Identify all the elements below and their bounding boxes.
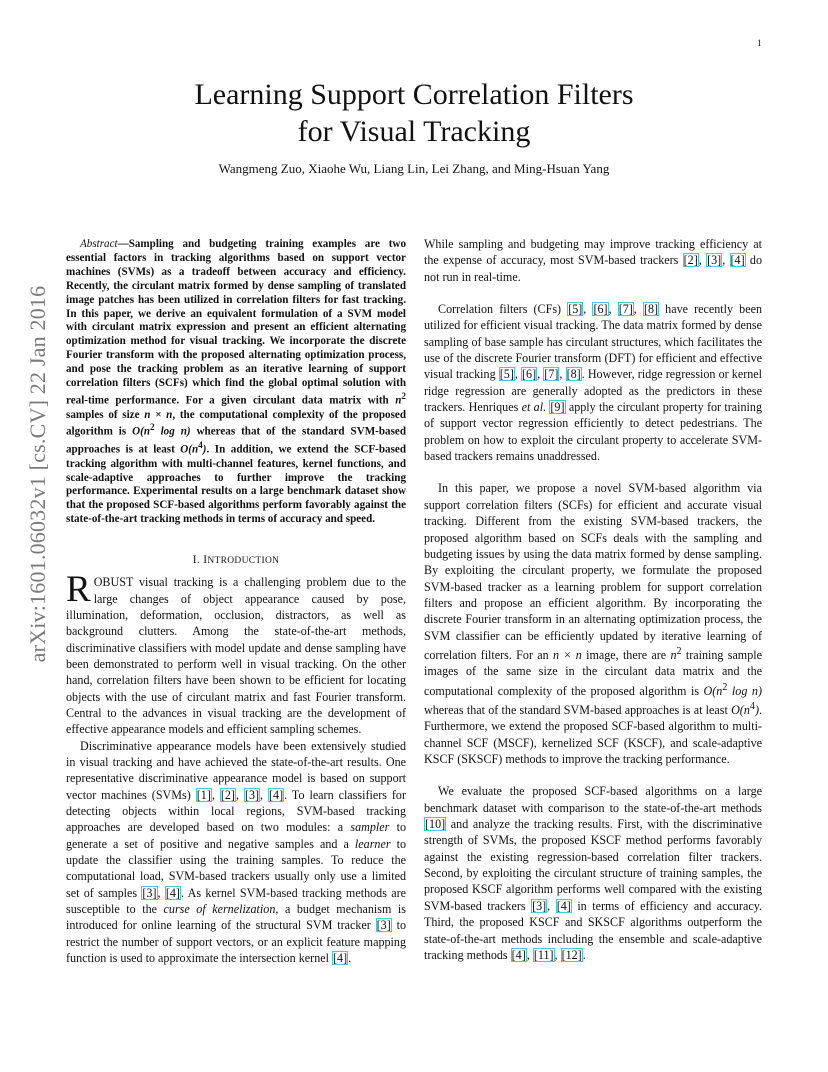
paragraph-text: to generate a set of positive and negative samples and a xyxy=(66,820,406,851)
citation-link[interactable]: [3] xyxy=(532,898,547,913)
citation-link[interactable]: [6] xyxy=(593,302,608,317)
paragraph-text: and analyze the tracking results. First, with the discriminative strength of SVMs, the proposed KSCF method performs favorably against the existing regression-based correlation filter trackers. Second, by exploiting the circulant structure of training samples, the proposed KSCF algorithm performs well compared with the existing SVM-based trackers xyxy=(424,817,762,913)
citation-link[interactable]: [5] xyxy=(499,367,514,382)
abstract-text: , the computational complexity of the proposed algorithm is xyxy=(66,408,406,439)
paper-title xyxy=(100,76,728,150)
abstract-text: samples of size xyxy=(66,408,145,421)
paragraph-text: training sample images of the same size in the circulant data matrix and the computational complexity of the proposed algorithm is xyxy=(424,647,762,698)
section-heading-introduction xyxy=(66,554,406,566)
intro-paragraph-continued xyxy=(424,236,762,285)
dropcap-word-rest: OBUST xyxy=(93,575,134,590)
paragraph-text: , xyxy=(211,787,220,802)
abstract-text: Sampling and budgeting training examples are two essential factors in tracking algorithms based on support vector machines (SVMs) as a tradeoff between accuracy and efficiency. Recently, the circulant matrix formed by dense sampling of translated image patches has been utilized in correlation filters for fast tracking. In this paper, we derive an equivalent formulation of a SVM model with circulant matrix expression and present an efficient alternating optimization method for visual tracking. We incorporate the discrete Fourier transform with the proposed alternating optimization process, and pose the tracking problem as an iterative learning of support correlation filters (SCFs) which find the global optimal solution with real-time performance. For a given circulant data matrix with xyxy=(66,238,406,407)
intro-paragraph-1 xyxy=(66,569,406,737)
citation-link[interactable]: [7] xyxy=(544,367,559,382)
emphasis: learner xyxy=(354,836,391,851)
citation-link[interactable]: [3] xyxy=(244,787,260,802)
citation-link[interactable]: [4] xyxy=(730,253,745,268)
paragraph-text: , xyxy=(514,367,522,382)
citation-link[interactable]: [4] xyxy=(556,898,571,913)
arxiv-identifier: arXiv:1601.06032v1 [cs.CV] 22 Jan 2016 xyxy=(25,285,50,663)
paragraph-text: , xyxy=(260,787,269,802)
citation-link[interactable]: [2] xyxy=(683,253,698,268)
paragraph-text: , xyxy=(698,253,707,268)
paragraph-text: , xyxy=(157,885,165,900)
paragraph-text: , xyxy=(547,898,556,913)
paragraph-text: , xyxy=(526,947,533,962)
paragraph-text: . As kernel SVM-based tracking methods are susceptible to the xyxy=(66,885,406,917)
math-sup: 4 xyxy=(749,701,755,712)
paragraph-text: , xyxy=(554,947,561,962)
math: n × n xyxy=(144,408,173,421)
math: n × n xyxy=(552,647,582,662)
abstract-text: whereas that of the standard SVM-based approaches is at least xyxy=(66,426,407,456)
paragraph-text: , xyxy=(633,302,643,317)
math: ) xyxy=(202,443,207,456)
paragraph-text: . xyxy=(348,951,352,966)
right-column xyxy=(424,236,762,963)
paragraph-text: . Furthermore, we extend the proposed SCF-based algorithm to multi-channel SCF (MSCF), kernelized SCF (KSCF), and scale-adaptive KSCF (SKSCF) methods to improve the tracking performance. xyxy=(424,703,762,767)
emphasis: curse of kernelization xyxy=(163,902,276,917)
paragraph-text: visual tracking is a challenging problem due to the large changes of object appearance caused by pose, illumination, deformation, occlusion, distractors, as well as background clutters. Among the state-of-the-art methods, discriminative classifiers with model update and dense sampling have been demonstrated to perform well in visual tracking. On the other hand, correlation filters have been shown to be efficient for locating objects with the use of circulant matrix and fast Fourier transform. Central to the advances in visual tracking are the development of effective appearance models and efficient sampling schemes. xyxy=(66,575,406,737)
citation-link[interactable]: [4] xyxy=(269,787,284,802)
paragraph-text: , xyxy=(608,302,618,317)
citation-link[interactable]: [11] xyxy=(533,947,554,962)
citation-link[interactable]: [4] xyxy=(165,885,180,900)
paragraph-text: Correlation filters (CFs) xyxy=(438,302,568,317)
paragraph-text: in terms of efficiency and accuracy. Third, the proposed KSCF and SKSCF algorithms outperform the state-of-the-art methods including the ensemble and scale-adaptive tracking methods xyxy=(424,898,762,962)
abstract-text: . In addition, we extend the SCF-based tracking algorithm with multi-channel features, kernel functions, and scale-adaptive approaches to further improve the tracking performance. Experimental results on a large benchmark dataset show that the proposed SCF-based algorithms perform favorably against the state-of-the-art tracking methods in terms of accuracy and speed. xyxy=(66,443,406,526)
paragraph-text: , xyxy=(235,787,244,802)
emphasis: sampler xyxy=(350,820,390,835)
paragraph-text: have recently been utilized for efficient visual tracking. The data matrix formed by dense sampling of base sample has circulant structures, which facilitates the use of the discrete Fourier transform (DFT) for efficient and effective visual tracking xyxy=(424,302,762,382)
citation-link[interactable]: [8] xyxy=(566,367,581,382)
paragraph-text: While sampling and budgeting may improve tracking efficiency at the expense of accuracy, most SVM-based trackers xyxy=(424,237,762,268)
intro-paragraph-5 xyxy=(424,783,762,963)
paragraph-text: Discriminative appearance models have been extensively studied in visual tracking and have achieved the state-of-the-art results. One representative discriminative appearance model is based on support vector machines (SVMs) xyxy=(66,738,406,802)
paragraph-text: . To learn classifiers for detecting objects within local regions, SVM-based tracking approaches are developed based on two modules: a xyxy=(66,787,407,835)
citation-link[interactable]: [4] xyxy=(333,951,348,966)
math: log n) xyxy=(727,683,762,698)
citation-link[interactable]: [2] xyxy=(220,787,235,802)
paragraph-text: , xyxy=(722,253,730,268)
paragraph-text: whereas that of the standard SVM-based approaches is at least xyxy=(424,703,732,718)
dropcap-letter: R xyxy=(66,569,91,611)
math-sup: 2 xyxy=(150,423,155,434)
citation-link[interactable]: [5] xyxy=(568,302,583,317)
math-sup: 2 xyxy=(676,645,682,657)
intro-paragraph-4 xyxy=(424,480,762,767)
paragraph-text: , xyxy=(583,302,593,317)
math-sup: 2 xyxy=(401,391,406,402)
paragraph-text: . xyxy=(582,947,586,962)
citation-link[interactable]: [12] xyxy=(561,947,582,962)
math: log n) xyxy=(154,426,191,439)
citation-link[interactable]: [8] xyxy=(643,302,659,317)
citation-link[interactable]: [1] xyxy=(196,787,211,802)
section-initial: I xyxy=(203,554,208,567)
title-line-1: Learning Support Correlation Filters xyxy=(194,78,634,111)
emphasis: et al. xyxy=(521,400,547,415)
abstract xyxy=(66,238,406,527)
citation-link[interactable]: [6] xyxy=(522,367,537,382)
math: n xyxy=(395,394,402,407)
math: n xyxy=(670,647,677,662)
paragraph-text: to restrict the number of support vectors, or an explicit feature mapping function is used to approximate the intersection kernel xyxy=(66,918,406,966)
paragraph-text: , xyxy=(537,367,544,382)
citation-link[interactable]: [3] xyxy=(707,253,722,268)
page-number: 1 xyxy=(757,38,762,48)
math: O(n xyxy=(731,703,750,718)
math: O(n xyxy=(132,426,151,439)
paragraph-text: , xyxy=(559,367,566,382)
citation-link[interactable]: [9] xyxy=(550,400,565,415)
paragraph-text: apply the circulant property for training of support vector regression efficiently to detect pedestrians. The problem on how to exploit the circulant property to accelerate SVM-based trackers remains unaddressed. xyxy=(424,400,762,464)
intro-paragraph-2 xyxy=(66,738,406,967)
paragraph-text: We evaluate the proposed SCF-based algorithms on a large benchmark dataset with comparison to the state-of-the-art methods xyxy=(424,784,762,815)
citation-link[interactable]: [7] xyxy=(618,302,633,317)
citation-link[interactable]: [4] xyxy=(511,947,526,962)
math-sup: 4 xyxy=(198,441,203,452)
paragraph-text: . However, ridge regression or kernel ridge regression are generally adopted as the predictors in these trackers. Henriques xyxy=(424,367,763,415)
paragraph-text: image, there are xyxy=(581,647,671,662)
author-list: Wangmeng Zuo, Xiaohe Wu, Liang Lin, Lei Zhang, and Ming-Hsuan Yang xyxy=(218,161,610,176)
section-numeral: I. xyxy=(192,554,204,567)
math: O(n xyxy=(703,683,723,698)
citation-link[interactable]: [10] xyxy=(425,817,446,832)
title-line-2: for Visual Tracking xyxy=(297,115,531,148)
citation-link[interactable]: [3] xyxy=(142,885,157,900)
math: O(n xyxy=(180,443,199,456)
paragraph-text: to update the classifier using the training samples. To reduce the computational load, SVM-based trackers usually only use a limited set of samples xyxy=(66,836,406,900)
intro-paragraph-3 xyxy=(424,301,762,464)
math-sup: 2 xyxy=(722,681,728,693)
citation-link[interactable]: [3] xyxy=(376,918,391,933)
abstract-dash: — xyxy=(117,238,129,250)
abstract-label: Abstract xyxy=(80,238,118,250)
paragraph-text: do not run in real-time. xyxy=(424,253,763,284)
section-title-rest: NTRODUCTION xyxy=(207,556,280,567)
math: ) xyxy=(754,703,759,718)
paragraph-text: , a budget mechanism is introduced for online learning of the structural SVM tracker xyxy=(66,902,406,933)
left-column xyxy=(66,238,406,966)
paragraph-text: In this paper, we propose a novel SVM-based algorithm via support correlation filters (SCFs) for efficient and accurate visual tracking. Different from the existing SVM-based trackers, the proposed algorithm based on SCFs deals with the sampling and budgeting issues by using the data matrix formed by dense sampling. By exploiting the circulant property, we formulate the proposed SVM-based tracker as a learning problem for support correlation filters and propose an efficient algorithm. By incorporating the discrete Fourier transform in an alternating optimization process, the SVM classifier can be efficiently updated by iterative learning of correlation filters. For an xyxy=(424,481,762,662)
